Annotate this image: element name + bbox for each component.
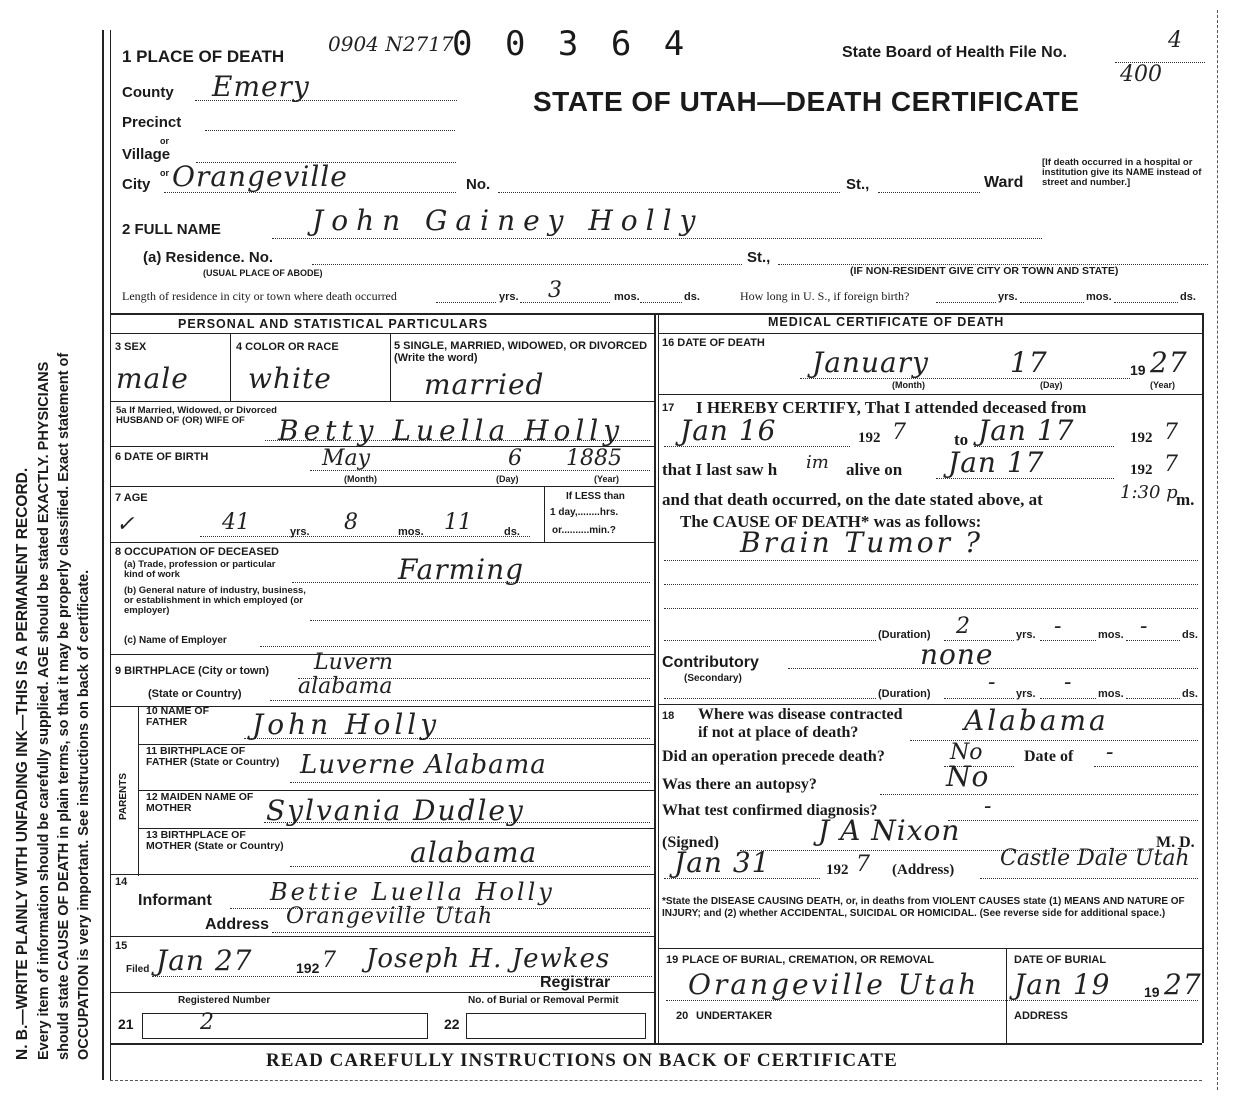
attended-to: Jan 17: [978, 414, 1075, 447]
informant-address-value: Orangeville Utah: [286, 904, 494, 929]
secondary-label: (Secondary): [684, 673, 742, 684]
registrar-signature: Joseph H. Jewkes: [366, 944, 611, 974]
birthplace-city: Luvern: [314, 650, 393, 675]
contributory-value: none: [920, 638, 994, 671]
city-no-label: No.: [466, 176, 491, 193]
operation-date-label: Date of: [1024, 748, 1074, 765]
informant-label: Informant: [138, 892, 212, 909]
registered-number-prefix: 21: [118, 1016, 134, 1032]
signed-year: 7: [856, 852, 870, 877]
signed-year-prefix: 192: [826, 862, 849, 878]
dob-year: 1885: [566, 446, 622, 471]
q18-label: Where was disease contracted: [698, 706, 903, 723]
spouse-label: 5a If Married, Widowed, or Divorced HUSBAND OF (OR) WIFE OF: [116, 405, 277, 426]
alive-on-text: alive on: [846, 460, 903, 479]
burial-num: 19: [666, 954, 679, 966]
age-months: 8: [344, 510, 358, 535]
age-less-label: If LESS than: [566, 491, 625, 502]
burial-permit-label: No. of Burial or Removal Permit: [468, 995, 619, 1006]
registered-number-value: 2: [200, 1010, 214, 1035]
file-number: 4: [1168, 28, 1182, 53]
signed-label: (Signed): [662, 834, 719, 851]
occupation-a-label: (a) Trade, profession or particular kind of work: [124, 559, 276, 580]
filed-num: 15: [115, 940, 128, 952]
filed-year: 7: [322, 948, 336, 973]
from-year: 7: [892, 420, 906, 445]
length-residence-label: Length of residence in city or town where death occurred: [122, 289, 397, 303]
us-mos-label: mos.: [1086, 291, 1112, 303]
age-days: 11: [444, 510, 472, 535]
duration2-ds-label: ds.: [1182, 688, 1198, 700]
duration-label: (Duration): [878, 629, 931, 641]
center-divider: [654, 313, 656, 1043]
burial-year-prefix: 19: [1144, 984, 1160, 1000]
precinct-label: Precinct: [122, 114, 182, 131]
signed-address-label: (Address): [892, 862, 955, 878]
burial-permit-box: [466, 1013, 646, 1039]
last-saw-date: Jan 17: [948, 446, 1045, 479]
file-number-extra: 400: [1120, 62, 1162, 87]
father-birthplace-value: Luverne Alabama: [300, 750, 547, 780]
from-year-prefix: 192: [858, 430, 881, 446]
last-year: 7: [1164, 452, 1178, 477]
burial-date-value: Jan 19: [1014, 968, 1111, 1001]
duration2-years: -: [988, 670, 996, 695]
last-year-prefix: 192: [1130, 462, 1153, 478]
place-of-death-label: 1 PLACE OF DEATH: [122, 47, 285, 66]
employer-label: (c) Name of Employer: [124, 635, 227, 646]
father-birthplace-label: 11 BIRTHPLACE OF FATHER (State or Country): [146, 745, 280, 768]
duration-ds-label: ds.: [1182, 629, 1198, 641]
cause-value: Brain Tumor ?: [740, 526, 983, 559]
test-value: -: [984, 794, 992, 819]
certificate-number: 0 0 3 6 4: [452, 24, 691, 64]
duration-years: 2: [956, 614, 970, 639]
registered-number-label: Registered Number: [178, 995, 271, 1006]
county-value: Emery: [212, 70, 310, 103]
father-label: 10 NAME OF FATHER: [146, 705, 210, 728]
burial-year-value: 27: [1164, 968, 1202, 1001]
occupation-label: 8 OCCUPATION OF DECEASED: [115, 546, 279, 558]
death-year-label: (Year): [1150, 380, 1176, 390]
age-day-hrs: 1 day,........hrs.: [550, 507, 619, 518]
autopsy-label: Was there an autopsy?: [662, 776, 817, 793]
residence-label: (a) Residence. No.: [143, 249, 274, 266]
death-year: 27: [1150, 346, 1188, 379]
us-ds-label: ds.: [1180, 291, 1196, 303]
duration2-yrs-label: yrs.: [1016, 688, 1036, 700]
age-ds-label: ds.: [504, 526, 520, 538]
length-yrs-value: 3: [548, 278, 562, 303]
sex-label: 3 SEX: [115, 341, 147, 353]
to-year-prefix: 192: [1130, 430, 1153, 446]
informant-address-label: Address: [205, 916, 270, 933]
full-name-label: 2 FULL NAME: [122, 221, 221, 238]
side-note-line3: should state CAUSE OF DEATH in plain terms, so that it may be properly classified. Exact statement of: [56, 352, 72, 1060]
us-residence-label: How long in U. S., if foreign birth?: [740, 289, 910, 303]
cause-label: The CAUSE OF DEATH* was as follows:: [680, 512, 982, 531]
side-note-line1: N. B.—WRITE PLAINLY WITH UNFADING INK—THIS IS A PERMANENT RECORD.: [14, 467, 31, 1060]
burial-place-value: Orangeville Utah: [688, 968, 980, 1001]
undertaker-label: UNDERTAKER: [696, 1010, 773, 1022]
filed-year-prefix: 192: [296, 960, 320, 976]
dob-day: 6: [508, 446, 522, 471]
death-time-m: m.: [1176, 490, 1195, 509]
operation-label: Did an operation precede death?: [662, 748, 885, 765]
full-name-value: John Gainey Holly: [312, 204, 704, 237]
sex-value: male: [116, 362, 189, 395]
mother-value: Sylvania Dudley: [266, 794, 525, 827]
length-mos-label: mos.: [614, 291, 640, 303]
registrar-label: Registrar: [540, 974, 611, 991]
parents-label: PARENTS: [118, 772, 129, 820]
village-label: Village: [122, 146, 171, 163]
test-label: What test confirmed diagnosis?: [662, 802, 878, 819]
certificate-title: STATE OF UTAH—DEATH CERTIFICATE: [533, 86, 1080, 117]
medical-header: MEDICAL CERTIFICATE OF DEATH: [768, 315, 1005, 329]
last-saw-him: im: [806, 452, 829, 473]
duration-days: -: [1140, 614, 1148, 639]
color-value: white: [248, 362, 332, 395]
city-st-label: St.,: [846, 176, 870, 193]
marital-label: 5 SINGLE, MARRIED, WIDOWED, OR DIVORCED (Write the word): [394, 340, 648, 364]
death-time: 1:30 p: [1120, 482, 1178, 503]
signed-date: Jan 31: [674, 846, 771, 879]
right-edge: [1217, 10, 1218, 1090]
death-day-label: (Day): [1040, 380, 1063, 390]
side-note-line2: Every item of information should be carefully supplied. AGE should be stated EXACTLY. PHYSICIANS: [36, 361, 52, 1060]
father-value: John Holly: [252, 708, 441, 741]
birthplace-state: alabama: [298, 674, 393, 699]
informant-value: Bettie Luella Holly: [270, 878, 555, 906]
date-of-death-label: 16 DATE OF DEATH: [662, 337, 765, 349]
attended-from: Jan 16: [680, 414, 777, 447]
duration-yrs-label: yrs.: [1016, 629, 1036, 641]
death-month-label: (Month): [892, 380, 925, 390]
death-month: January: [812, 346, 929, 379]
contributory-label: Contributory: [662, 654, 759, 671]
duration2-mos-label: mos.: [1098, 688, 1124, 700]
filed-date: Jan 27: [156, 944, 253, 977]
color-label: 4 COLOR OR RACE: [236, 341, 339, 353]
last-saw-text: that I last saw h: [662, 460, 778, 479]
filed-label: Filed: [126, 964, 150, 975]
footer-instructions: READ CAREFULLY INSTRUCTIONS ON BACK OF CERTIFICATE: [266, 1050, 898, 1071]
operation-value: No: [950, 740, 983, 765]
age-years: 41: [222, 510, 250, 535]
certify-num: 17: [662, 402, 675, 414]
age-yrs-label: yrs.: [290, 526, 310, 538]
us-yrs-label: yrs.: [998, 291, 1018, 303]
cause-footnote: *State the DISEASE CAUSING DEATH, or, in deaths from VIOLENT CAUSES state (1) MEANS AND NATURE OF INJURY; and (2) whether ACCIDENTAL, SUICIDAL OR HOMICIDAL. (See reverse side for additional space.): [662, 896, 1185, 919]
md-label: M. D.: [1156, 834, 1195, 851]
residence-st-label: St.,: [747, 249, 771, 266]
ward-note: [If death occurred in a hospital or institution give its NAME instead of street and number.]: [1042, 157, 1202, 188]
birthplace-state-label: (State or Country): [148, 688, 242, 700]
left-border: [102, 30, 104, 1080]
death-year-prefix: 19: [1130, 362, 1146, 378]
age-mos-label: mos.: [398, 526, 424, 538]
to-label: to: [954, 430, 969, 449]
signed-value: J A Nixon: [818, 814, 961, 847]
duration2-label: (Duration): [878, 688, 931, 700]
age-or-min: or..........min.?: [552, 525, 616, 536]
file-number-label: State Board of Health File No.: [842, 44, 1067, 61]
certify-text: I HEREBY CERTIFY, That I attended deceased from: [696, 398, 1087, 417]
personal-header: PERSONAL AND STATISTICAL PARTICULARS: [178, 317, 489, 331]
spouse-value: Betty Luella Holly: [278, 414, 625, 447]
birthplace-label: 9 BIRTHPLACE (City or town): [115, 665, 269, 677]
to-year: 7: [1164, 420, 1178, 445]
or-text-1: or: [160, 136, 169, 146]
duration-mos-label: mos.: [1098, 629, 1124, 641]
age-label: 7 AGE: [115, 492, 148, 504]
length-yrs-label: yrs.: [499, 291, 519, 303]
ward-label: Ward: [984, 174, 1024, 191]
side-note-line4: OCCUPATION is very important. See instructions on back of certificate.: [76, 569, 92, 1060]
or-text-2: or: [160, 168, 169, 178]
informant-num: 14: [115, 876, 128, 888]
registered-number-box: [142, 1013, 428, 1039]
death-occurred-text: and that death occurred, on the date stated above, at: [662, 490, 1043, 509]
dob-label: 6 DATE OF BIRTH: [115, 451, 209, 463]
marital-value: married: [424, 368, 545, 401]
burial-date-label: DATE OF BURIAL: [1014, 954, 1107, 966]
handwritten-code: 0904 N2717: [328, 32, 454, 56]
undertaker-num: 20: [676, 1010, 689, 1022]
mother-birthplace-label: 13 BIRTHPLACE OF MOTHER (State or Country): [146, 829, 284, 852]
death-day: 17: [1010, 346, 1048, 379]
dob-year-label: (Year): [594, 474, 620, 484]
contracted-value: Alabama: [964, 704, 1109, 737]
duration-months: -: [1054, 614, 1062, 639]
undertaker-address-label: ADDRESS: [1014, 1010, 1068, 1022]
city-label: City: [122, 176, 151, 193]
mother-birthplace-value: alabama: [410, 836, 538, 869]
left-border-inner: [110, 30, 111, 1080]
operation-date-value: -: [1106, 740, 1114, 765]
q18-num: 18: [662, 710, 675, 722]
dob-day-label: (Day): [496, 474, 519, 484]
burial-permit-prefix: 22: [444, 1016, 460, 1032]
occupation-b-label: (b) General nature of industry, business, or establishment in which employed (or employer): [124, 585, 306, 616]
nonresident-note: (IF NON-RESIDENT GIVE CITY OR TOWN AND STATE): [850, 265, 1119, 277]
county-label: County: [122, 84, 174, 101]
length-ds-label: ds.: [684, 291, 700, 303]
city-value: Orangeville: [172, 160, 348, 193]
dob-month-label: (Month): [344, 474, 377, 484]
duration2-months: -: [1064, 670, 1072, 695]
q18-sub: if not at place of death?: [698, 724, 859, 741]
residence-sub: (USUAL PLACE OF ABODE): [203, 268, 323, 278]
occupation-value: Farming: [398, 553, 525, 586]
burial-place-label: PLACE OF BURIAL, CREMATION, OR REMOVAL: [682, 954, 934, 966]
dob-month: May: [322, 446, 371, 471]
age-check: ✓: [116, 512, 135, 537]
mother-label: 12 MAIDEN NAME OF MOTHER: [146, 791, 254, 814]
signed-address-value: Castle Dale Utah: [1000, 846, 1190, 871]
autopsy-value: No: [946, 760, 990, 793]
